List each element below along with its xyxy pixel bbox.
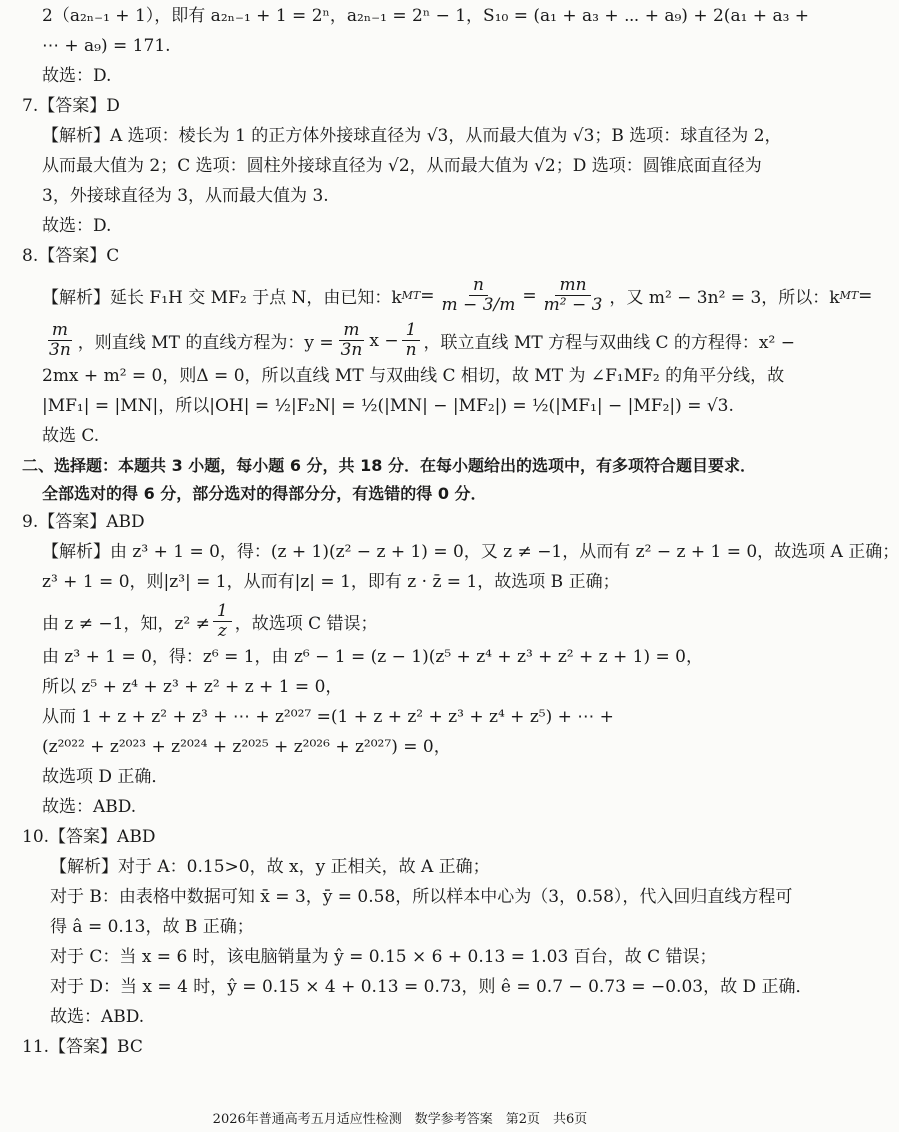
answer-value: D	[106, 96, 120, 116]
q8-analysis-line-2: $\frac{m}{3n}$ ，则直线 MT 的直线方程为：y = $\frac{m}{3n}$ x − $\frac{1}{n}$ ，联立直线 MT 方程与双曲线 C 的方程得：x² −	[22, 321, 782, 360]
page-content	[22, 6, 899, 1067]
answer-value: ABD	[117, 827, 156, 847]
q6-solution-line: 2（a₂ₙ₋₁ + 1），即有 a₂ₙ₋₁ + 1 = 2ⁿ，a₂ₙ₋₁ = 2ⁿ − 1，S₁₀ = (a₁ + a₃ + ⋯ + a₉) + 2(a₁ + a₃ +	[42, 6, 810, 26]
section-2-heading: 二、选择题：本题共 3 小题，每小题 6 分，共 18 分．在每小题给出的选项中，有多项符合题目要求．	[22, 456, 756, 475]
q6-choice: 故选：D.	[42, 66, 112, 86]
q9-analysis-line: 从而 1 + z + z² + z³ + ⋯ + z²⁰²⁷ =(1 + z + z² + z³ + z⁴ + z⁵) + ⋯ +	[42, 707, 614, 727]
answer-tag: 【答案】	[38, 512, 107, 532]
q8-choice: 故选 C.	[42, 426, 100, 446]
q8-analysis-line: 2mx + m² = 0，则Δ = 0，所以直线 MT 与双曲线 C 相切，故 MT 为 ∠F₁MF₂ 的角平分线，故	[42, 366, 785, 386]
q9-analysis-line: (z²⁰²² + z²⁰²³ + z²⁰²⁴ + z²⁰²⁵ + z²⁰²⁶ + z²⁰²⁷) = 0，	[42, 737, 451, 757]
q9-analysis-line: 由 z³ + 1 = 0，得：z⁶ = 1，由 z⁶ − 1 = (z − 1)(z⁵ + z⁴ + z³ + z² + z + 1) = 0，	[42, 647, 703, 667]
q8-analysis-line-1: 【解析】延长 F₁H 交 MF₂ 于点 N，由已知：k MT = $\frac{n}{m - 3/m}$ = $\frac{mn}{\text{m² − 3}}$ ，又 m² − 3n² = 3，所以：k MT =	[42, 275, 873, 315]
fraction: $\frac{m}{3n}$	[340, 320, 363, 360]
q7-answer-header	[22, 96, 782, 116]
q9-analysis-line: 故选项 D 正确．	[42, 767, 169, 787]
q8-answer-header	[22, 246, 782, 266]
answer-tag: 【答案】	[49, 1037, 118, 1057]
q8-analysis-line: |MF₁| = |MN|，所以|OH| = ½|F₂N| = ½(|MN| − |MF₂|) = ½(|MF₁| − |MF₂|) = √3.	[42, 396, 734, 416]
q10-analysis-line: 对于 C：当 x = 6 时，该电脑销量为 ŷ = 0.15 × 6 + 0.13 = 1.03 百台，故 C 错误；	[50, 947, 717, 967]
fraction: $\frac{mn}{\text{m² − 3}}$	[543, 275, 603, 315]
fraction: $\frac{n}{m - 3/m}$	[441, 275, 516, 315]
q9-analysis-line: z³ + 1 = 0，则|z³| = 1，从而有|z| = 1，即有 z · z̄ = 1，故选项 B 正确；	[42, 572, 620, 592]
q7-choice: 故选：D.	[42, 216, 112, 236]
answer-tag: 【答案】	[38, 246, 107, 266]
answer-tag: 【答案】	[49, 827, 118, 847]
answer-value: ABD	[106, 512, 145, 532]
section-2-scoring: 全部选对的得 6 分，部分选对的得部分分，有选错的得 0 分．	[42, 484, 487, 503]
question-number: 7.	[22, 96, 39, 116]
answer-tag: 【答案】	[38, 96, 107, 116]
q10-analysis-line: 【解析】对于 A：0.15>0，故 x，y 正相关，故 A 正确；	[50, 857, 490, 877]
q7-analysis-line: 【解析】A 选项：棱长为 1 的正方体外接球直径为 √3，从而最大值为 √3；B 选项：球直径为 2，	[42, 126, 782, 146]
question-number: 11.	[22, 1037, 50, 1057]
q10-analysis-line: 对于 B：由表格中数据可知 x̄ = 3，ȳ = 0.58，所以样本中心为（3，0.58），代入回归直线方程可	[50, 887, 793, 907]
fraction: $\frac{1}{z}$	[213, 602, 232, 641]
q7-analysis-line: 3，外接球直径为 3，从而最大值为 3.	[42, 186, 329, 206]
question-number: 8.	[22, 246, 39, 266]
question-number: 10.	[22, 827, 50, 847]
q6-solution-line: ⋯ + a₉) = 171.	[42, 36, 171, 56]
q9-analysis-line: 所以 z⁵ + z⁴ + z³ + z² + z + 1 = 0，	[42, 677, 343, 697]
q10-choice: 故选：ABD.	[50, 1007, 145, 1027]
page-footer: 2026年普通高考五月适应性检测 数学参考答案 第2页 共6页	[212, 1112, 588, 1127]
answer-value: BC	[117, 1037, 143, 1057]
q10-analysis-line: 对于 D：当 x = 4 时，ŷ = 0.15 × 4 + 0.13 = 0.73，则 ê = 0.7 − 0.73 = −0.03，故 D 正确．	[50, 977, 813, 997]
q9-analysis-line-frac: 由 z ≠ −1，知，z² ≠ $\frac{1}{z}$ ，故选项 C 错误；	[42, 601, 378, 641]
q9-analysis-line: 【解析】由 z³ + 1 = 0，得：(z + 1)(z² − z + 1) = 0，又 z ≠ −1，从而有 z² − z + 1 = 0，故选项 A 正确；	[42, 542, 899, 562]
q7-analysis-line: 从而最大值为 2；C 选项：圆柱外接球直径为 √2，从而最大值为 √2；D 选项：圆锥底面直径为	[42, 156, 762, 176]
fraction: $\frac{1}{n}$	[402, 321, 421, 360]
q11-answer-header	[22, 1037, 782, 1057]
q10-analysis-line: 得 â = 0.13，故 B 正确；	[50, 917, 254, 937]
q9-answer-header	[22, 512, 782, 532]
q10-answer-header	[22, 827, 782, 847]
fraction: $\frac{m}{3n}$	[49, 320, 71, 360]
question-number: 9.	[22, 512, 39, 532]
q9-choice: 故选：ABD.	[42, 797, 137, 817]
answer-value: C	[106, 246, 120, 266]
